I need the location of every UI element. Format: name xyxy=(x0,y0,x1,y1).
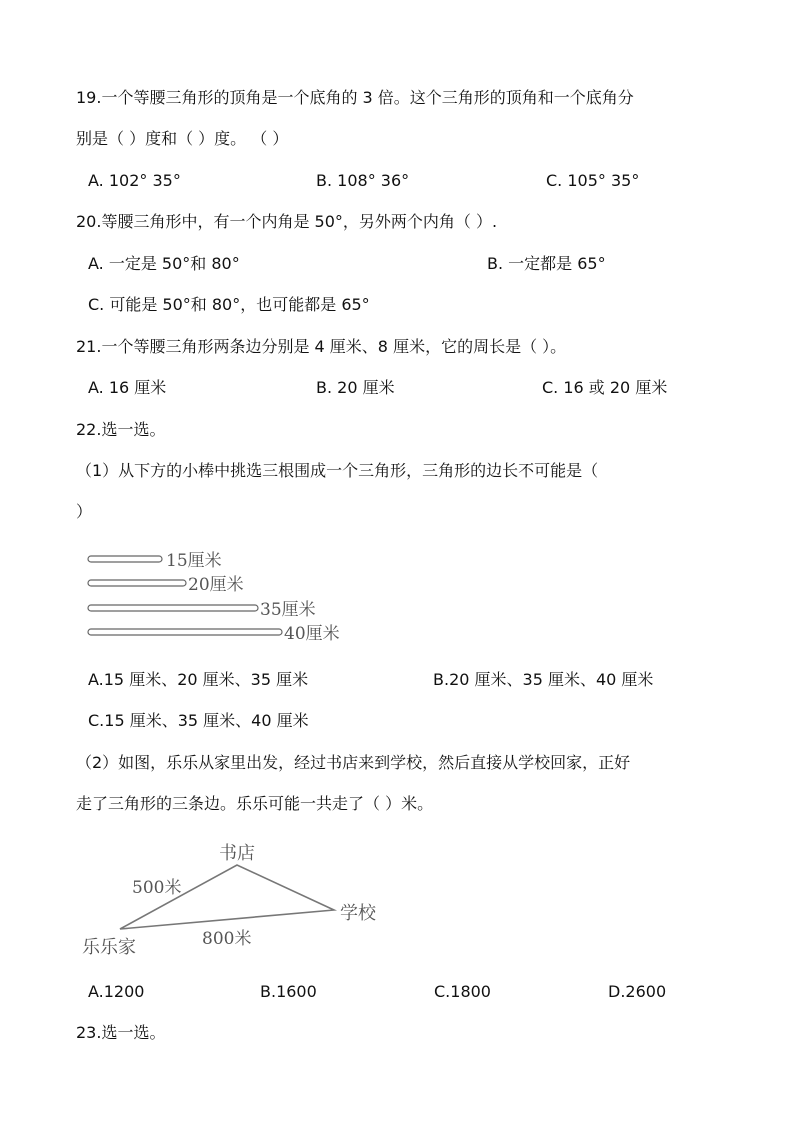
q21-option-b: B. 20 厘米 xyxy=(316,378,395,397)
q19-option-b: B. 108° 36° xyxy=(316,171,410,190)
stick-label-20: 20厘米 xyxy=(188,575,244,595)
q22-sub1-option-a: A.15 厘米、20 厘米、35 厘米 xyxy=(88,670,309,689)
q22-sub1-option-b: B.20 厘米、35 厘米、40 厘米 xyxy=(433,670,654,689)
q21-option-a: A. 16 厘米 xyxy=(88,378,167,397)
q19-option-c: C. 105° 35° xyxy=(546,171,640,190)
label-bookstore: 书店 xyxy=(219,843,255,864)
q22-sub2-option-c: C.1800 xyxy=(434,982,491,1001)
q19-line1: 19.一个等腰三角形的顶角是一个底角的 3 倍。这个三角形的顶角和一个底角分 xyxy=(76,88,634,107)
q23-line1: 23.选一选。 xyxy=(76,1023,166,1042)
stick-15 xyxy=(88,551,222,571)
label-side-500: 500米 xyxy=(132,878,182,898)
q20-option-c: C. 可能是 50°和 80°，也可能都是 65° xyxy=(88,295,370,314)
q22-sub1-option-c: C.15 厘米、35 厘米、40 厘米 xyxy=(88,711,309,730)
q20-option-b: B. 一定都是 65° xyxy=(487,254,606,273)
q22-sub2-option-d: D.2600 xyxy=(608,982,667,1001)
label-school: 学校 xyxy=(340,903,376,924)
q22-sub2-option-b: B.1600 xyxy=(260,982,317,1001)
stick-label-40: 40厘米 xyxy=(284,624,340,644)
q19-line2: 别是（ ）度和（ ）度。 （ ） xyxy=(76,129,289,148)
q22-sub2-line2: 走了三角形的三条边。乐乐可能一共走了（ ）米。 xyxy=(76,794,434,813)
route-triangle-figure xyxy=(76,838,396,963)
q20-line1: 20.等腰三角形中，有一个内角是 50°，另外两个内角（ ）. xyxy=(76,212,498,231)
q21-option-c: C. 16 或 20 厘米 xyxy=(542,378,668,397)
stick-label-15: 15厘米 xyxy=(166,551,222,571)
q22-sub1-line2: ） xyxy=(76,502,93,521)
stick-label-35: 35厘米 xyxy=(260,600,316,620)
q22-sub2-option-a: A.1200 xyxy=(88,982,145,1001)
stick-40 xyxy=(88,624,340,644)
q22-sub1-line1: （1）从下方的小棒中挑选三根围成一个三角形，三角形的边长不可能是（ xyxy=(76,461,599,480)
label-side-800: 800米 xyxy=(202,929,252,949)
q20-option-a: A. 一定是 50°和 80° xyxy=(88,254,240,273)
stick-35 xyxy=(88,600,316,620)
q22-line1: 22.选一选。 xyxy=(76,420,166,439)
label-home: 乐乐家 xyxy=(82,937,136,958)
q22-sub2-line1: （2）如图，乐乐从家里出发，经过书店来到学校，然后直接从学校回家，正好 xyxy=(76,753,631,772)
q19-option-a: A. 102° 35° xyxy=(88,171,181,190)
stick-20 xyxy=(88,575,244,595)
sticks-figure xyxy=(84,542,354,650)
q21-line1: 21.一个等腰三角形两条边分别是 4 厘米、8 厘米，它的周长是（ ）。 xyxy=(76,337,567,356)
